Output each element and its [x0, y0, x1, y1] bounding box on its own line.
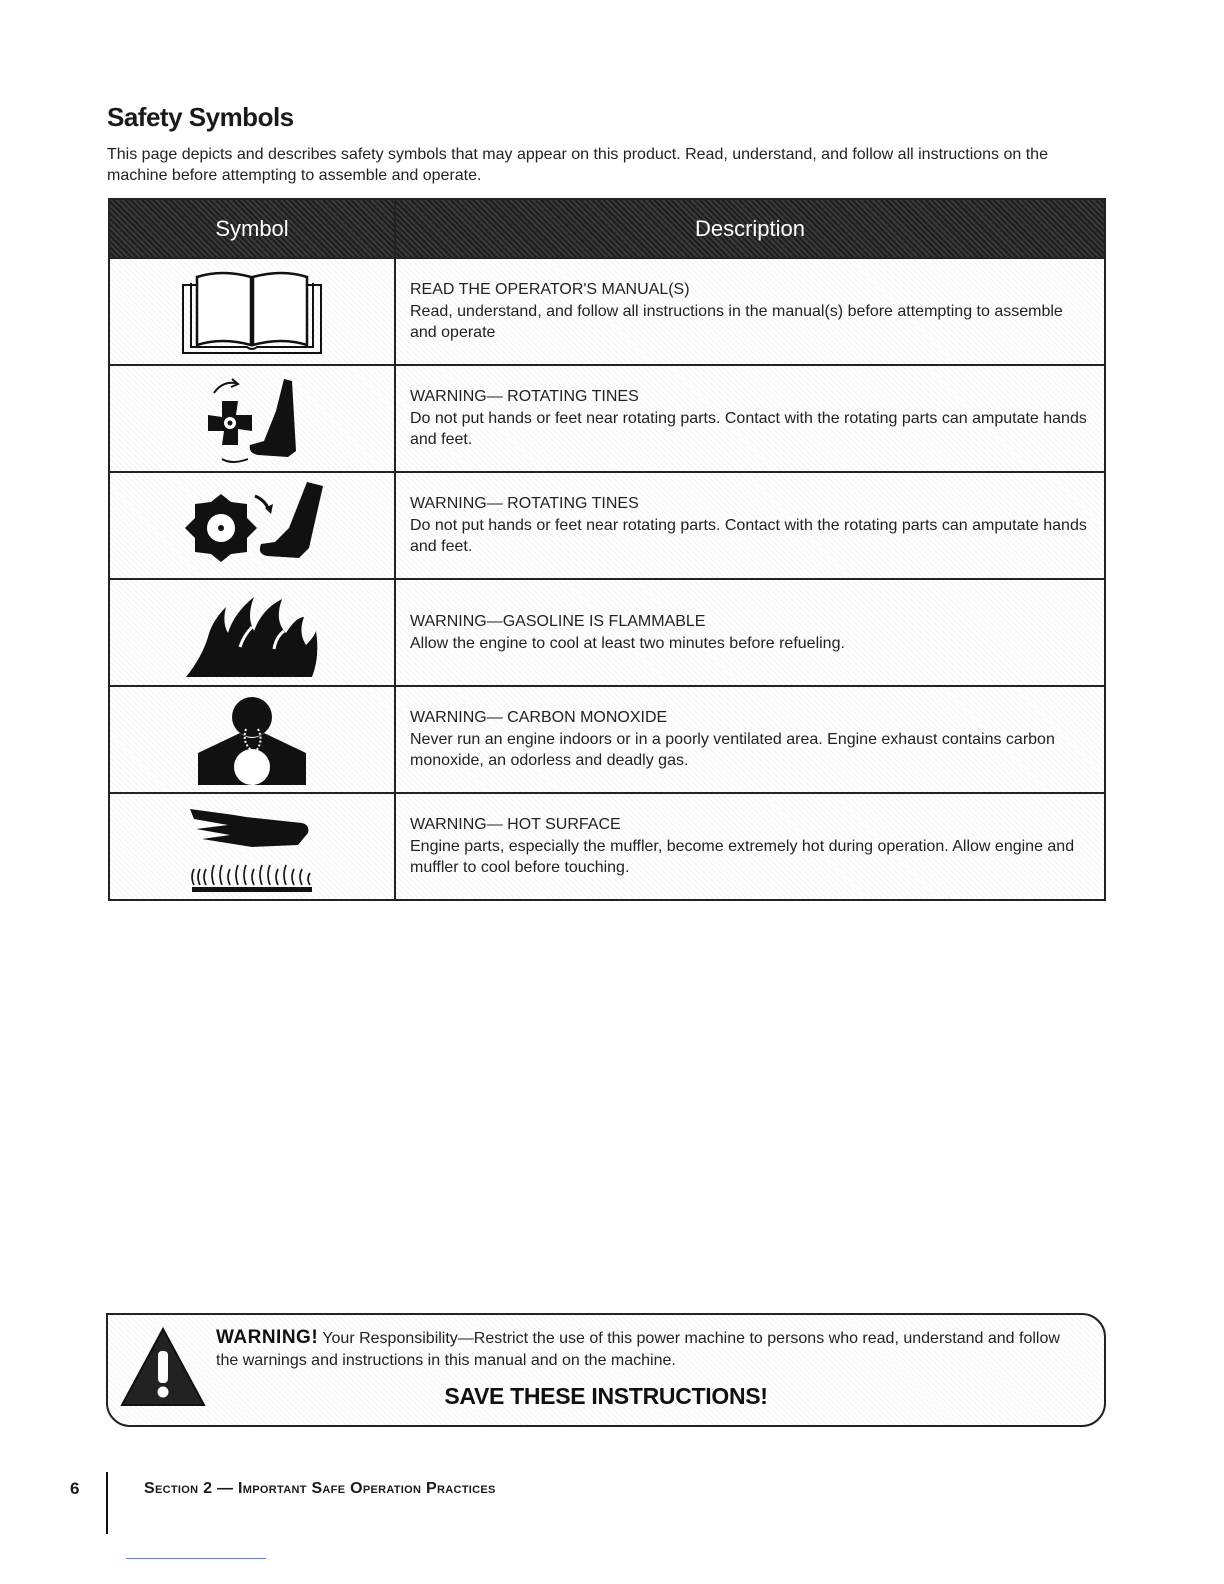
warning-text-block [216, 1327, 1076, 1372]
symbol-cell [109, 472, 395, 579]
warning-box [106, 1313, 1106, 1427]
description-heading: WARNING— CARBON MONOXIDE [410, 709, 668, 727]
rotating-tines-hand-icon [177, 478, 327, 574]
warning-label: WARNING! [216, 1327, 319, 1348]
description-body: Do not put hands or feet near rotating parts. Contact with the rotating parts can amputate hands and feet. [410, 516, 1087, 556]
description-cell [395, 365, 1105, 472]
intro-paragraph: This page depicts and describes safety symbols that may appear on this product. Read, understand, and follow all instructions on the machine before attempting to assemble and operate. [107, 146, 1048, 184]
description-body: Do not put hands or feet near rotating parts. Contact with the rotating parts can amputate hands and feet. [410, 409, 1087, 449]
carbon-monoxide-icon [192, 693, 312, 787]
table-row [109, 579, 1105, 686]
table-row [109, 258, 1105, 365]
rotating-tines-foot-icon [192, 371, 312, 467]
page-number: 6 [70, 1479, 80, 1498]
symbol-cell [109, 686, 395, 793]
description-cell [395, 793, 1105, 900]
table-row [109, 365, 1105, 472]
description-heading: READ THE OPERATOR'S MANUAL(S) [410, 281, 690, 299]
symbol-cell [109, 793, 395, 900]
description-heading: WARNING— HOT SURFACE [410, 816, 621, 834]
header-description: Description [395, 199, 1105, 258]
operators-manual-icon [177, 267, 327, 357]
table-header-row [109, 199, 1105, 258]
table-row [109, 793, 1105, 900]
description-cell [395, 472, 1105, 579]
flame-icon [182, 587, 322, 679]
symbol-cell [109, 258, 395, 365]
symbol-cell [109, 579, 395, 686]
description-body: Never run an engine indoors or in a poorly ventilated area. Engine exhaust contains carbon monoxide, an odorless and deadly gas. [410, 730, 1055, 770]
bottom-rule [126, 1558, 266, 1559]
description-body: Allow the engine to cool at least two minutes before refueling. [410, 634, 845, 652]
description-body: Engine parts, especially the muffler, become extremely hot during operation. Allow engine and muffler to cool before touching. [410, 837, 1075, 877]
description-cell [395, 579, 1105, 686]
footer-divider [106, 1472, 108, 1534]
description-heading: WARNING— ROTATING TINES [410, 495, 639, 513]
hot-surface-icon [182, 799, 322, 895]
description-cell [395, 258, 1105, 365]
table-row [109, 686, 1105, 793]
page-title: Safety Symbols [107, 102, 294, 132]
description-body: Read, understand, and follow all instructions in the manual(s) before attempting to assemble and operate [410, 302, 1063, 342]
safety-symbols-table [108, 198, 1106, 901]
table-row [109, 472, 1105, 579]
description-cell [395, 686, 1105, 793]
symbol-cell [109, 365, 395, 472]
header-symbol: Symbol [109, 199, 395, 258]
warning-text: Your Responsibility—Restrict the use of this power machine to persons who read, understand and follow the warnings and instructions in this manual and on the machine. [216, 1330, 1060, 1369]
description-heading: WARNING—GASOLINE IS FLAMMABLE [410, 613, 706, 630]
save-instructions: SAVE THESE INSTRUCTIONS! [444, 1383, 768, 1409]
section-title: Section 2 — Important Safe Operation Practices [144, 1480, 496, 1497]
description-heading: WARNING— ROTATING TINES [410, 388, 639, 406]
